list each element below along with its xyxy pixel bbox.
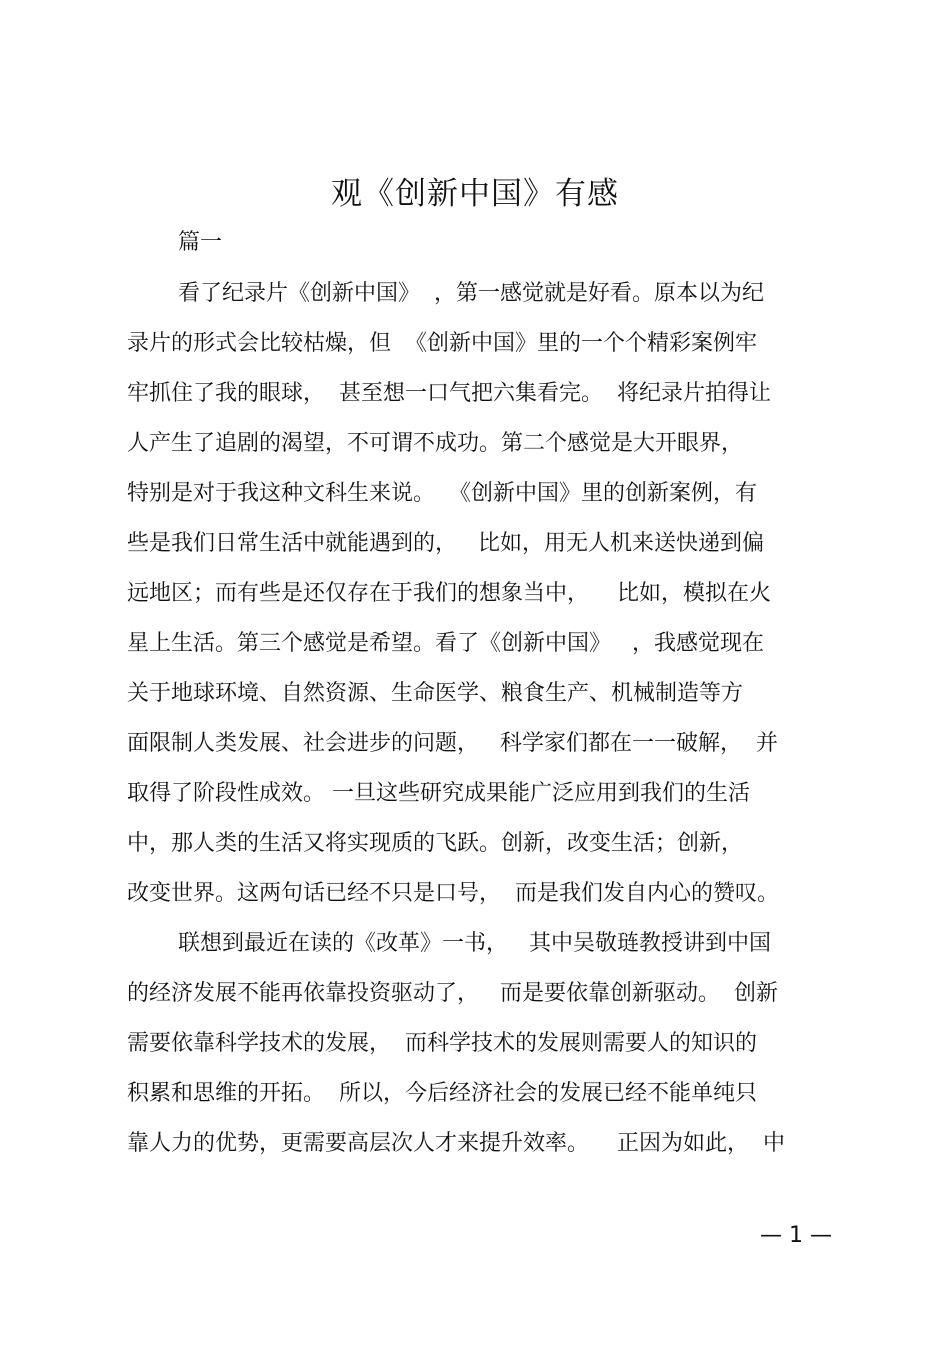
body-line: 人产生了追剧的渴望，不可谓不成功。第二个感觉是大开眼界， (127, 431, 744, 456)
body-line: 中，那人类的生活又将实现质的飞跃。创新，改变生活；创新， (127, 831, 744, 856)
body-line: 牢抓住了我的眼球， 甚至想一口气把六集看完。 将纪录片拍得让 (127, 381, 771, 406)
body-line: 改变世界。这两句话已经不只是口号， 而是我们发自内心的赞叹。 (127, 881, 779, 906)
body-line: 特别是对于我这种文科生来说。 《创新中国》里的创新案例，有 (127, 481, 757, 506)
body-line: 星上生活。第三个感觉是希望。看了《创新中国》 ，我感觉现在 (127, 631, 764, 656)
body-line: 关于地球环境、自然资源、生命医学、粮食生产、机械制造等方 (127, 681, 744, 706)
body-line: 远地区；而有些是还仅存在于我们的想象当中， 比如，模拟在火 (127, 581, 771, 606)
body-line: 看了纪录片《创新中国》 ，第一感觉就是好看。原本以为纪 (178, 281, 764, 306)
body-line: 需要依靠科学技术的发展， 而科学技术的发展则需要人的知识的 (127, 1031, 757, 1056)
body-line: 面限制人类发展、社会进步的问题， 科学家们都在一一破解， 并 (127, 731, 778, 756)
body-line: 些是我们日常生活中就能遇到的， 比如，用无人机来送快递到偏 (127, 531, 764, 556)
body-line: 积累和思维的开拓。 所以，今后经济社会的发展已经不能单纯只 (127, 1081, 757, 1106)
section-heading: 篇一 (178, 230, 223, 255)
page-number: — 1 — (760, 1223, 832, 1248)
document-title: 观《创新中国》有感 (331, 176, 619, 212)
body-line: 联想到最近在读的《改革》一书， 其中吴敬琏教授讲到中国 (178, 931, 771, 956)
body-line: 靠人力的优势，更需要高层次人才来提升效率。 正因为如此， 中 (127, 1131, 785, 1156)
body-line: 取得了阶段性成效。 一旦这些研究成果能广泛应用到我们的生活 (127, 781, 750, 806)
body-line: 录片的形式会比较枯燥，但 《创新中国》里的一个个精彩案例牢 (127, 331, 757, 356)
body-line: 的经济发展不能再依靠投资驱动了， 而是要依靠创新驱动。 创新 (127, 981, 778, 1006)
